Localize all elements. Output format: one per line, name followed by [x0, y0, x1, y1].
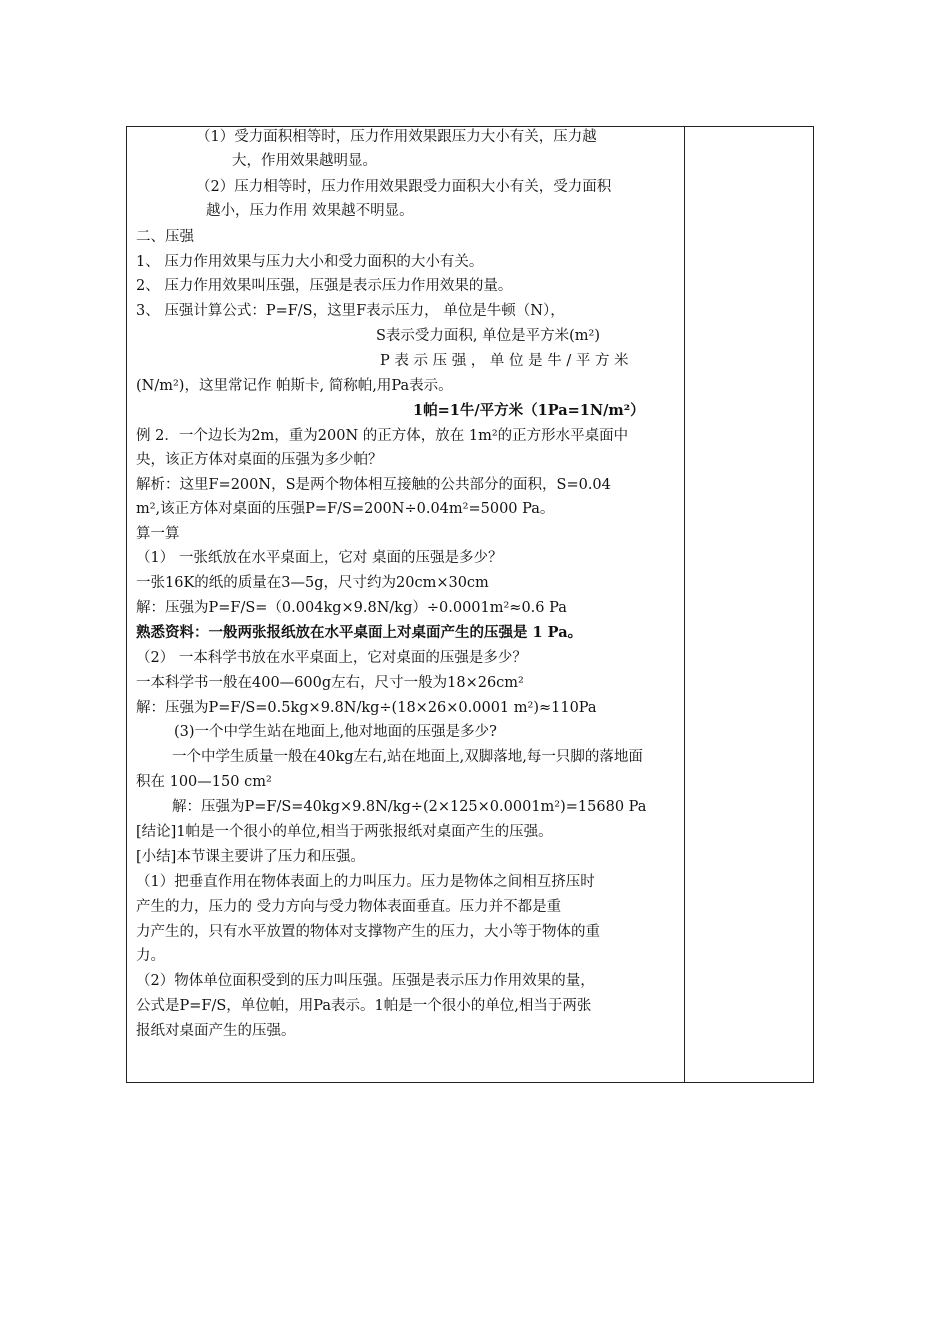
text-line: 公式是P=F/S，单位帕，用Pa表示。1帕是一个很小的单位,相当于两张 — [136, 998, 592, 1014]
text-line: 央，该正方体对桌面的压强为多少帕？ — [136, 452, 383, 468]
text-line: 解析：这里F=200N，S是两个物体相互接触的公共部分的面积，S=0.04 — [136, 477, 611, 493]
text-line: （1） 一张纸放在水平桌面上，它对 桌面的压强是多少？ — [136, 550, 503, 566]
text-line: 1、 压力作用效果与压力大小和受力面积的大小有关。 — [136, 254, 484, 270]
text-line: 越小，压力作用 效果越不明显。 — [206, 203, 414, 219]
text-line: (3)一个中学生站在地面上,他对地面的压强是多少? — [174, 724, 497, 740]
text-line: 例 2．一个边长为2m，重为200N 的正方体，放在 1m²的正方形水平桌面中 — [136, 428, 629, 444]
text-line: 力产生的，只有水平放置的物体对支撑物产生的压力，大小等于物体的重 — [136, 924, 600, 940]
text-line: 解：压强为P=F/S=0.5kg×9.8N/kg÷(18×26×0.0001 m²)≈110Pa — [136, 700, 597, 716]
text-line: （1）受力面积相等时，压力作用效果跟压力大小有关，压力越 — [196, 129, 597, 145]
text-line: 一张16K的纸的质量在3—5g，尺寸约为20cm×30cm — [136, 575, 489, 591]
text-line: 积在 100—150 cm² — [136, 774, 272, 790]
text-line: S表示受力面积, 单位是平方米(m²) — [376, 328, 601, 344]
text-line: (N/m²)，这里常记作 帕斯卡, 简称帕,用Pa表示。 — [136, 378, 453, 394]
text-line: 产生的力，压力的 受力方向与受力物体表面垂直。压力并不都是重 — [136, 899, 562, 915]
text-line: 报纸对桌面产生的压强。 — [136, 1023, 296, 1039]
text-line: [结论]1帕是一个很小的单位,相当于两张报纸对桌面产生的压强。 — [136, 824, 553, 840]
text-line: m²,该正方体对桌面的压强P=F/S=200N÷0.04m²=5000 Pa。 — [136, 501, 555, 517]
formula-line: 1帕=1牛/平方米（1Pa=1N/m²） — [413, 402, 645, 419]
text-line: （2）物体单位面积受到的压力叫压强。压强是表示压力作用效果的量， — [136, 973, 595, 989]
text-line: 解：压强为P=F/S=40kg×9.8N/kg÷(2×125×0.0001m²)=15680 Pa — [172, 799, 647, 815]
text-line: [小结]本节课主要讲了压力和压强。 — [136, 849, 365, 865]
text-line: （1）把垂直作用在物体表面上的力叫压力。压力是物体之间相互挤压时 — [136, 874, 595, 890]
text-line: 大，作用效果越明显。 — [232, 153, 377, 169]
table-column-divider — [684, 126, 685, 1083]
highlight-line: 熟悉资料：一般两张报纸放在水平桌面上对桌面产生的压强是 1 Pa。 — [136, 624, 583, 641]
text-line: 一本科学书一般在400—600g左右，尺寸一般为18×26cm² — [136, 675, 524, 691]
text-line: 解：压强为P=F/S=（0.004kg×9.8N/kg）÷0.0001m²≈0.6 Pa — [136, 600, 567, 616]
text-line: （2） 一本科学书放在水平桌面上，它对桌面的压强是多少？ — [136, 650, 527, 666]
text-line: 3、 压强计算公式：P=F/S，这里F表示压力， 单位是牛顿（N）， — [136, 303, 565, 319]
section-heading: 二、压强 — [136, 229, 194, 245]
text-line: P 表 示 压 强 ， 单 位 是 牛 / 平 方 米 — [380, 353, 629, 369]
text-line: 2、 压力作用效果叫压强，压强是表示压力作用效果的量。 — [136, 278, 513, 294]
text-line: 算一算 — [136, 526, 180, 542]
text-line: （2）压力相等时，压力作用效果跟受力面积大小有关，受力面积 — [196, 179, 612, 195]
text-line: 一个中学生质量一般在40kg左右,站在地面上,双脚落地,每一只脚的落地面 — [172, 749, 643, 765]
text-line: 力。 — [136, 948, 165, 964]
